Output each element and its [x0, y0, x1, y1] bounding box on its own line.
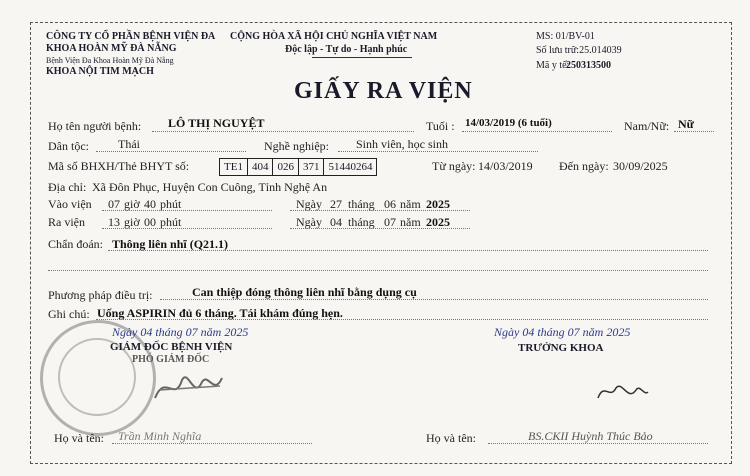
form-number: MS: 01/BV-01	[536, 31, 595, 42]
dotted-line	[462, 131, 612, 132]
left-sign-date: Ngày 04 tháng 07 năm 2025	[112, 325, 249, 339]
admission-label: Vào viện	[48, 197, 92, 211]
patient-name: LÔ THỊ NGUYỆT	[168, 116, 265, 130]
minute-label: phút	[160, 215, 182, 229]
bhyt-part: 404	[248, 159, 274, 175]
bhyt-part: TE1	[220, 159, 248, 175]
motto-underline	[312, 57, 412, 58]
right-name-label: Họ và tên:	[426, 431, 476, 445]
treatment-label: Phương pháp điều trị:	[48, 288, 153, 302]
from-date: 14/03/2019	[478, 159, 533, 173]
sex-label: Nam/Nữ:	[624, 119, 670, 133]
ethnic-value: Thái	[118, 137, 140, 151]
document-title: GIẤY RA VIỆN	[294, 78, 473, 104]
dotted-line	[290, 228, 470, 229]
left-name: Trần Minh Nghĩa	[118, 429, 202, 443]
age-value: 14/03/2019 (6 tuổi)	[465, 117, 552, 129]
admission-month: 06	[384, 197, 396, 211]
discharge-month: 07	[384, 215, 396, 229]
dotted-line	[290, 210, 470, 211]
address-label: Địa chỉ:	[48, 180, 87, 194]
left-sign-subrole: PHÓ GIÁM ĐỐC	[132, 354, 210, 365]
treatment-value: Can thiệp đóng thông liên nhĩ bằng dụng cụ	[192, 285, 417, 299]
dotted-line	[96, 151, 246, 152]
bhyt-part: 371	[299, 159, 325, 175]
right-name: BS.CKII Huỳnh Thúc Bảo	[528, 429, 653, 443]
discharge-label: Ra viện	[48, 215, 85, 229]
hospital-name: Bệnh Viện Đa Khoa Hoàn Mỹ Đà Nẵng	[46, 56, 174, 65]
motto: Độc lập - Tự do - Hạnh phúc	[285, 44, 408, 55]
right-sign-date: Ngày 04 tháng 07 năm 2025	[494, 325, 631, 339]
job-value: Sinh viên, học sinh	[356, 137, 448, 151]
ward-name: KHOA NỘI TIM MẠCH	[46, 66, 154, 77]
storage-number: Số lưu trữ:25.014039	[536, 45, 622, 56]
diagnosis-value: Thông liên nhĩ (Q21.1)	[112, 237, 229, 251]
minute-label: phút	[160, 197, 182, 211]
nation-heading: CỘNG HÒA XÃ HỘI CHỦ NGHĨA VIỆT NAM	[230, 31, 438, 42]
bhyt-part: 51440264	[328, 161, 373, 173]
dotted-line	[152, 131, 414, 132]
bhyt-label: Mã số BHXH/Thẻ BHYT số:	[48, 159, 190, 173]
medical-code-label: Mã y tế:	[536, 60, 570, 71]
right-signature	[592, 378, 652, 408]
dotted-line	[102, 210, 272, 211]
discharge-minute: 00	[144, 215, 156, 229]
diagnosis-label: Chẩn đoán:	[48, 237, 103, 251]
dotted-line	[102, 228, 272, 229]
hour-label: giờ	[124, 197, 140, 211]
admission-year: 2025	[426, 197, 450, 211]
year-label: năm	[400, 197, 421, 211]
dotted-line	[488, 443, 708, 444]
admission-minute: 40	[144, 197, 156, 211]
age-label: Tuổi :	[426, 119, 455, 133]
sex-value: Nữ	[678, 117, 694, 131]
dotted-line	[674, 131, 714, 132]
month-label: tháng	[348, 215, 375, 229]
dotted-line	[160, 299, 708, 300]
bhyt-number-box	[219, 158, 377, 176]
year-label: năm	[400, 215, 421, 229]
discharge-year: 2025	[426, 215, 450, 229]
from-date-label: Từ ngày:	[432, 159, 476, 173]
medical-code: 250313500	[566, 60, 611, 71]
job-label: Nghề nghiệp:	[264, 139, 329, 153]
to-date-label: Đến ngày:	[559, 159, 609, 173]
day-label: Ngày	[296, 215, 322, 229]
month-label: tháng	[348, 197, 375, 211]
patient-name-label: Họ tên người bệnh:	[48, 119, 142, 133]
right-sign-role: TRƯỞNG KHOA	[518, 342, 604, 354]
dotted-line	[96, 319, 708, 320]
dotted-line	[338, 151, 538, 152]
company-name: CÔNG TY CỔ PHẦN BỆNH VIỆN ĐA	[46, 31, 216, 42]
discharge-day: 04	[330, 215, 342, 229]
left-sign-role: GIÁM ĐỐC BỆNH VIỆN	[110, 341, 233, 353]
admission-day: 27	[330, 197, 342, 211]
dotted-line	[108, 250, 708, 251]
hour-label: giờ	[124, 215, 140, 229]
note-value: Uống ASPIRIN đủ 6 tháng. Tái khám đúng hẹn.	[97, 306, 343, 320]
bhyt-part: 026	[273, 159, 299, 175]
dotted-line	[48, 270, 708, 271]
address-value: Xã Đôn Phục, Huyện Con Cuông, Tỉnh Nghệ An	[92, 180, 328, 194]
to-date: 30/09/2025	[613, 159, 668, 173]
left-name-label: Họ và tên:	[54, 431, 104, 445]
dotted-line	[112, 443, 312, 444]
admission-hour: 07	[108, 197, 120, 211]
day-label: Ngày	[296, 197, 322, 211]
discharge-hour: 13	[108, 215, 120, 229]
left-signature	[150, 368, 230, 408]
note-label: Ghi chú:	[48, 307, 90, 321]
ethnic-label: Dân tộc:	[48, 139, 89, 153]
dept-line: KHOA HOÀN MỸ ĐÀ NẴNG	[46, 43, 177, 54]
